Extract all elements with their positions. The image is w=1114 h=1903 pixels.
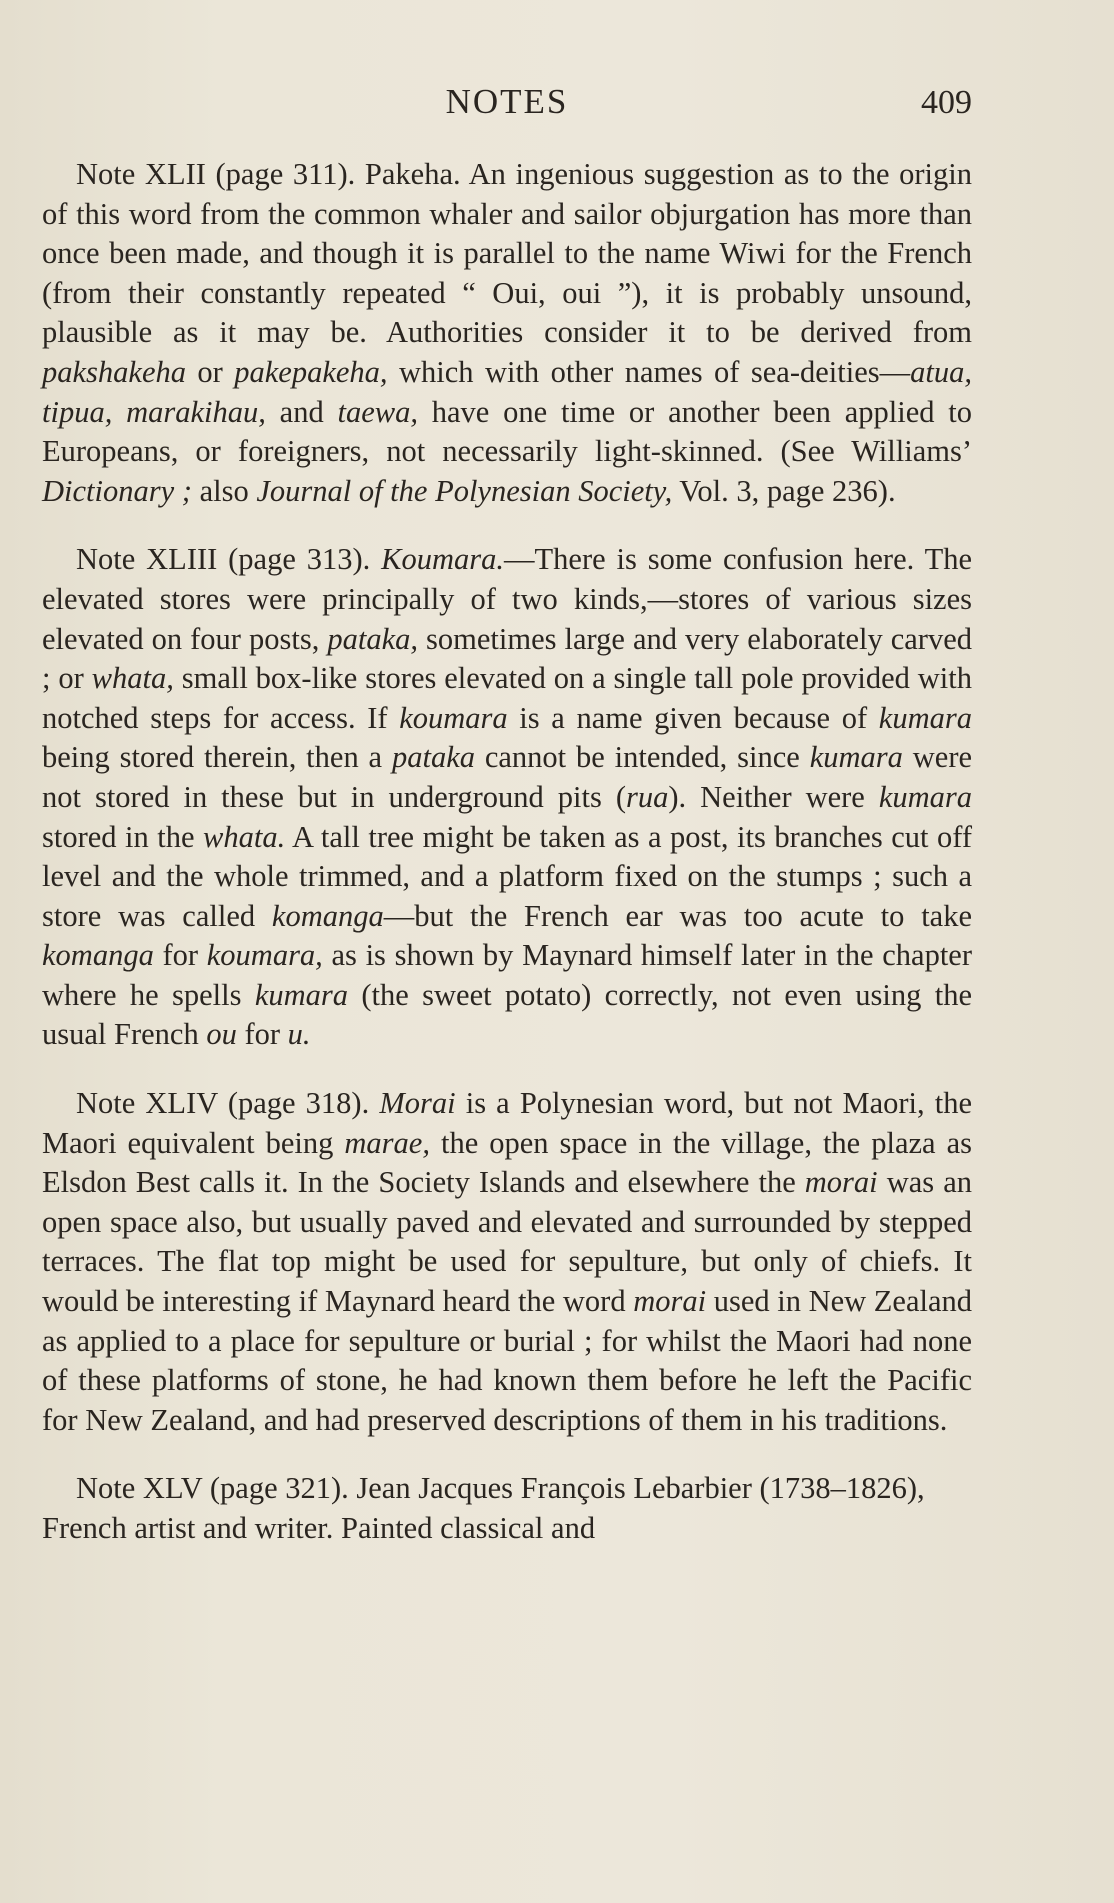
page-number: 409 — [921, 84, 972, 121]
italic-term: kumara — [254, 977, 349, 1012]
note-xliii — [42, 540, 972, 1055]
italic-term: Koumara. — [381, 542, 505, 577]
italic-term: kumara — [809, 740, 903, 775]
note-text: used in New Zealand as applied to a place for sepulture or burial ; for whilst the Maori had none of these platforms of stone, he had known them before he left the Pacific for New Zealand, and had preserved descriptions of them in his traditions. — [42, 1284, 973, 1437]
italic-term: komanga — [42, 938, 154, 973]
italic-term: morai — [804, 1165, 878, 1200]
italic-term: koumara — [399, 700, 508, 735]
note-text: Note XLV (page 321). Jean Jacques François Lebarbier (1738–1826), French artist and writer. Painted classical and — [42, 1471, 925, 1545]
note-text: sometimes large and very elaborately carved ; or — [42, 621, 973, 696]
italic-term: Dictionary ; — [42, 473, 192, 508]
note-xliv — [42, 1084, 972, 1440]
italic-term: whata. — [203, 819, 286, 854]
note-text: for — [236, 1017, 288, 1052]
note-text: were not stored in these but in underground pits ( — [42, 740, 973, 814]
notes-body — [42, 155, 972, 1578]
italic-term: Journal of the Polynesian Society, — [256, 473, 673, 508]
note-text: —There is some confusion here. The elevated stores were principally of two kinds,—stores of various sizes elevated on four posts, — [42, 542, 972, 656]
note-xlv — [42, 1469, 972, 1548]
note-text: which with other names of sea-deities— — [387, 354, 911, 389]
note-xlii — [42, 155, 972, 511]
running-head: NOTES — [445, 82, 569, 121]
italic-term: marae, — [344, 1125, 430, 1160]
note-text: Vol. 3, page 236). — [672, 473, 896, 508]
italic-term: komanga — [271, 898, 384, 933]
italic-term: u. — [287, 1017, 311, 1052]
note-text: Note XLIII (page 313). — [76, 542, 382, 577]
italic-term: koumara, — [206, 938, 323, 973]
italic-term: rua — [626, 779, 669, 814]
note-text: was an open space also, but usually paved and elevated and surrounded by stepped terraces. The flat top might be used for sepulture, but only of chiefs. It would be interesting if Maynard heard the word — [42, 1165, 972, 1319]
note-text: small box-like stores elevated on a single tall pole provided with notched steps for access. If — [42, 661, 972, 735]
note-text: for — [153, 938, 207, 973]
italic-term: pakepakeha, — [234, 354, 388, 389]
italic-term: atua, tipua, marakihau, — [42, 354, 972, 429]
note-text: stored in the — [42, 819, 204, 854]
page-header — [42, 82, 972, 132]
italic-term: kumara — [878, 779, 973, 814]
note-text: Note XLIV (page 318). — [76, 1086, 380, 1121]
note-text: ). Neither were — [668, 779, 879, 814]
note-text: cannot be intended, since — [474, 740, 810, 775]
note-text: also — [191, 473, 257, 508]
italic-term: pataka, — [327, 621, 418, 656]
note-text: as is shown by Maynard himself later in the chapter where he spells — [42, 938, 972, 1012]
note-text: the open space in the village, the plaza as Elsdon Best calls it. In the Society Islands and elsewhere the — [42, 1125, 972, 1200]
note-text: and — [265, 394, 338, 429]
note-text: being stored therein, then a — [42, 740, 392, 775]
note-text: have one time or another been applied to Europeans, or foreigners, not necessarily light-skinned. (See Williams’ — [42, 394, 972, 469]
italic-term: ou — [206, 1017, 237, 1052]
note-text: A tall tree might be taken as a post, its branches cut off level and the whole trimmed, and a platform fixed on the stumps ; such a store was called — [42, 819, 972, 933]
note-text: Note XLII (page 311). Pakeha. An ingenious suggestion as to the origin of this word from the common whaler and sailor objurgation has more than once been made, and though it is parallel to the name Wiwi for the French (from their constantly repeated “ Oui, oui ”), it is probably unsound, plausible as it may be. Authorities consider it to be derived from — [42, 157, 972, 350]
italic-term: morai — [633, 1284, 707, 1319]
note-text: (the sweet potato) correctly, not even using the usual French — [42, 977, 972, 1052]
italic-term: pataka — [391, 740, 475, 775]
note-text: —but the French ear was too acute to take — [383, 898, 972, 933]
italic-term: Morai — [379, 1086, 456, 1121]
note-text: or — [185, 354, 235, 389]
note-text: is a Polynesian word, but not Maori, the Maori equivalent being — [42, 1086, 972, 1160]
note-text: is a name given because of — [507, 700, 879, 735]
italic-term: kumara — [878, 700, 972, 735]
italic-term: pakshakeha — [42, 354, 186, 389]
italic-term: taewa, — [337, 394, 418, 429]
italic-term: whata, — [91, 661, 174, 696]
